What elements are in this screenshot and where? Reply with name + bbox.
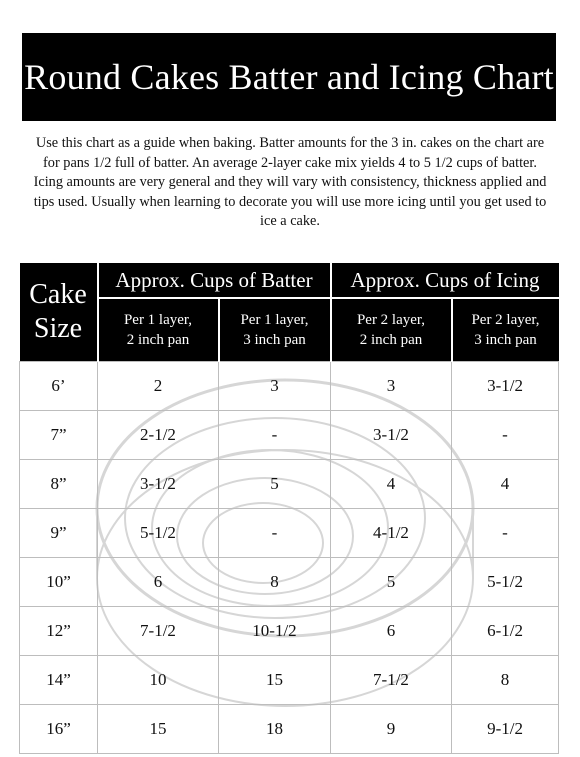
- cake-size-cell: 14”: [20, 656, 98, 705]
- table-row: [20, 558, 559, 607]
- table-row: [20, 362, 559, 411]
- icing-2-layer-3in-cell: 5-1/2: [452, 558, 559, 607]
- icing-2-layer-2in-cell: 4-1/2: [331, 509, 452, 558]
- batter-1-layer-2in-cell: 3-1/2: [98, 460, 219, 509]
- icing-2-layer-2in-header: Per 2 layer, 2 inch pan: [331, 298, 452, 362]
- icing-2-layer-2in-cell: 3-1/2: [331, 411, 452, 460]
- icing-2-layer-3in-cell: 3-1/2: [452, 362, 559, 411]
- batter-group-header: Approx. Cups of Batter: [98, 263, 331, 298]
- batter-1-layer-3in-cell: -: [219, 509, 331, 558]
- cake-size-cell: 8”: [20, 460, 98, 509]
- icing-2-layer-3in-cell: 8: [452, 656, 559, 705]
- batter-1-layer-3in-cell: 8: [219, 558, 331, 607]
- table-row: [20, 411, 559, 460]
- table-row: [20, 607, 559, 656]
- intro-text: [30, 134, 550, 232]
- batter-1-layer-3in-cell: 18: [219, 705, 331, 754]
- icing-2-layer-3in-cell: -: [452, 411, 559, 460]
- cake-size-header: Cake Size: [20, 263, 98, 362]
- cake-size-cell: 10”: [20, 558, 98, 607]
- batter-1-layer-2in-cell: 2-1/2: [98, 411, 219, 460]
- batter-1-layer-3in-header: Per 1 layer, 3 inch pan: [219, 298, 331, 362]
- table-row: [20, 509, 559, 558]
- batter-1-layer-3in-cell: 5: [219, 460, 331, 509]
- icing-2-layer-2in-cell: 9: [331, 705, 452, 754]
- batter-1-layer-3in-cell: -: [219, 411, 331, 460]
- icing-2-layer-3in-cell: 4: [452, 460, 559, 509]
- icing-2-layer-3in-cell: 9-1/2: [452, 705, 559, 754]
- page-title: Round Cakes Batter and Icing Chart: [24, 57, 554, 97]
- table-row: [20, 705, 559, 754]
- table-row: [20, 656, 559, 705]
- cake-size-cell: 9”: [20, 509, 98, 558]
- batter-1-layer-2in-cell: 2: [98, 362, 219, 411]
- icing-group-header: Approx. Cups of Icing: [331, 263, 559, 298]
- cake-size-cell: 16”: [20, 705, 98, 754]
- batter-icing-table: [19, 263, 559, 754]
- cake-size-cell: 7”: [20, 411, 98, 460]
- batter-1-layer-2in-cell: 7-1/2: [98, 607, 219, 656]
- table-row: [20, 460, 559, 509]
- intro-paragraph-icing: Icing amounts are very general and they will vary with consistency, thickness applied and tips used. Usually when learning to decorate you will use more icing until you get used to ice a cake.: [33, 174, 547, 229]
- batter-1-layer-3in-cell: 10-1/2: [219, 607, 331, 656]
- batter-1-layer-2in-cell: 15: [98, 705, 219, 754]
- icing-2-layer-2in-cell: 3: [331, 362, 452, 411]
- batter-1-layer-2in-cell: 10: [98, 656, 219, 705]
- cake-size-cell: 12”: [20, 607, 98, 656]
- icing-2-layer-3in-header: Per 2 layer, 3 inch pan: [452, 298, 559, 362]
- icing-2-layer-2in-cell: 6: [331, 607, 452, 656]
- icing-2-layer-2in-cell: 4: [331, 460, 452, 509]
- title-banner: [22, 33, 556, 121]
- batter-1-layer-3in-cell: 3: [219, 362, 331, 411]
- icing-2-layer-2in-cell: 5: [331, 558, 452, 607]
- batter-1-layer-2in-cell: 6: [98, 558, 219, 607]
- icing-2-layer-3in-cell: 6-1/2: [452, 607, 559, 656]
- batter-1-layer-3in-cell: 15: [219, 656, 331, 705]
- intro-paragraph-batter: Use this chart as a guide when baking. Batter amounts for the 3 in. cakes on the chart are for pans 1/2 full of batter. An average 2-layer cake mix yields 4 to 5 1/2 cups of batter.: [35, 135, 545, 171]
- batter-1-layer-2in-cell: 5-1/2: [98, 509, 219, 558]
- cake-size-cell: 6’: [20, 362, 98, 411]
- batter-1-layer-2in-header: Per 1 layer, 2 inch pan: [98, 298, 219, 362]
- icing-2-layer-3in-cell: -: [452, 509, 559, 558]
- icing-2-layer-2in-cell: 7-1/2: [331, 656, 452, 705]
